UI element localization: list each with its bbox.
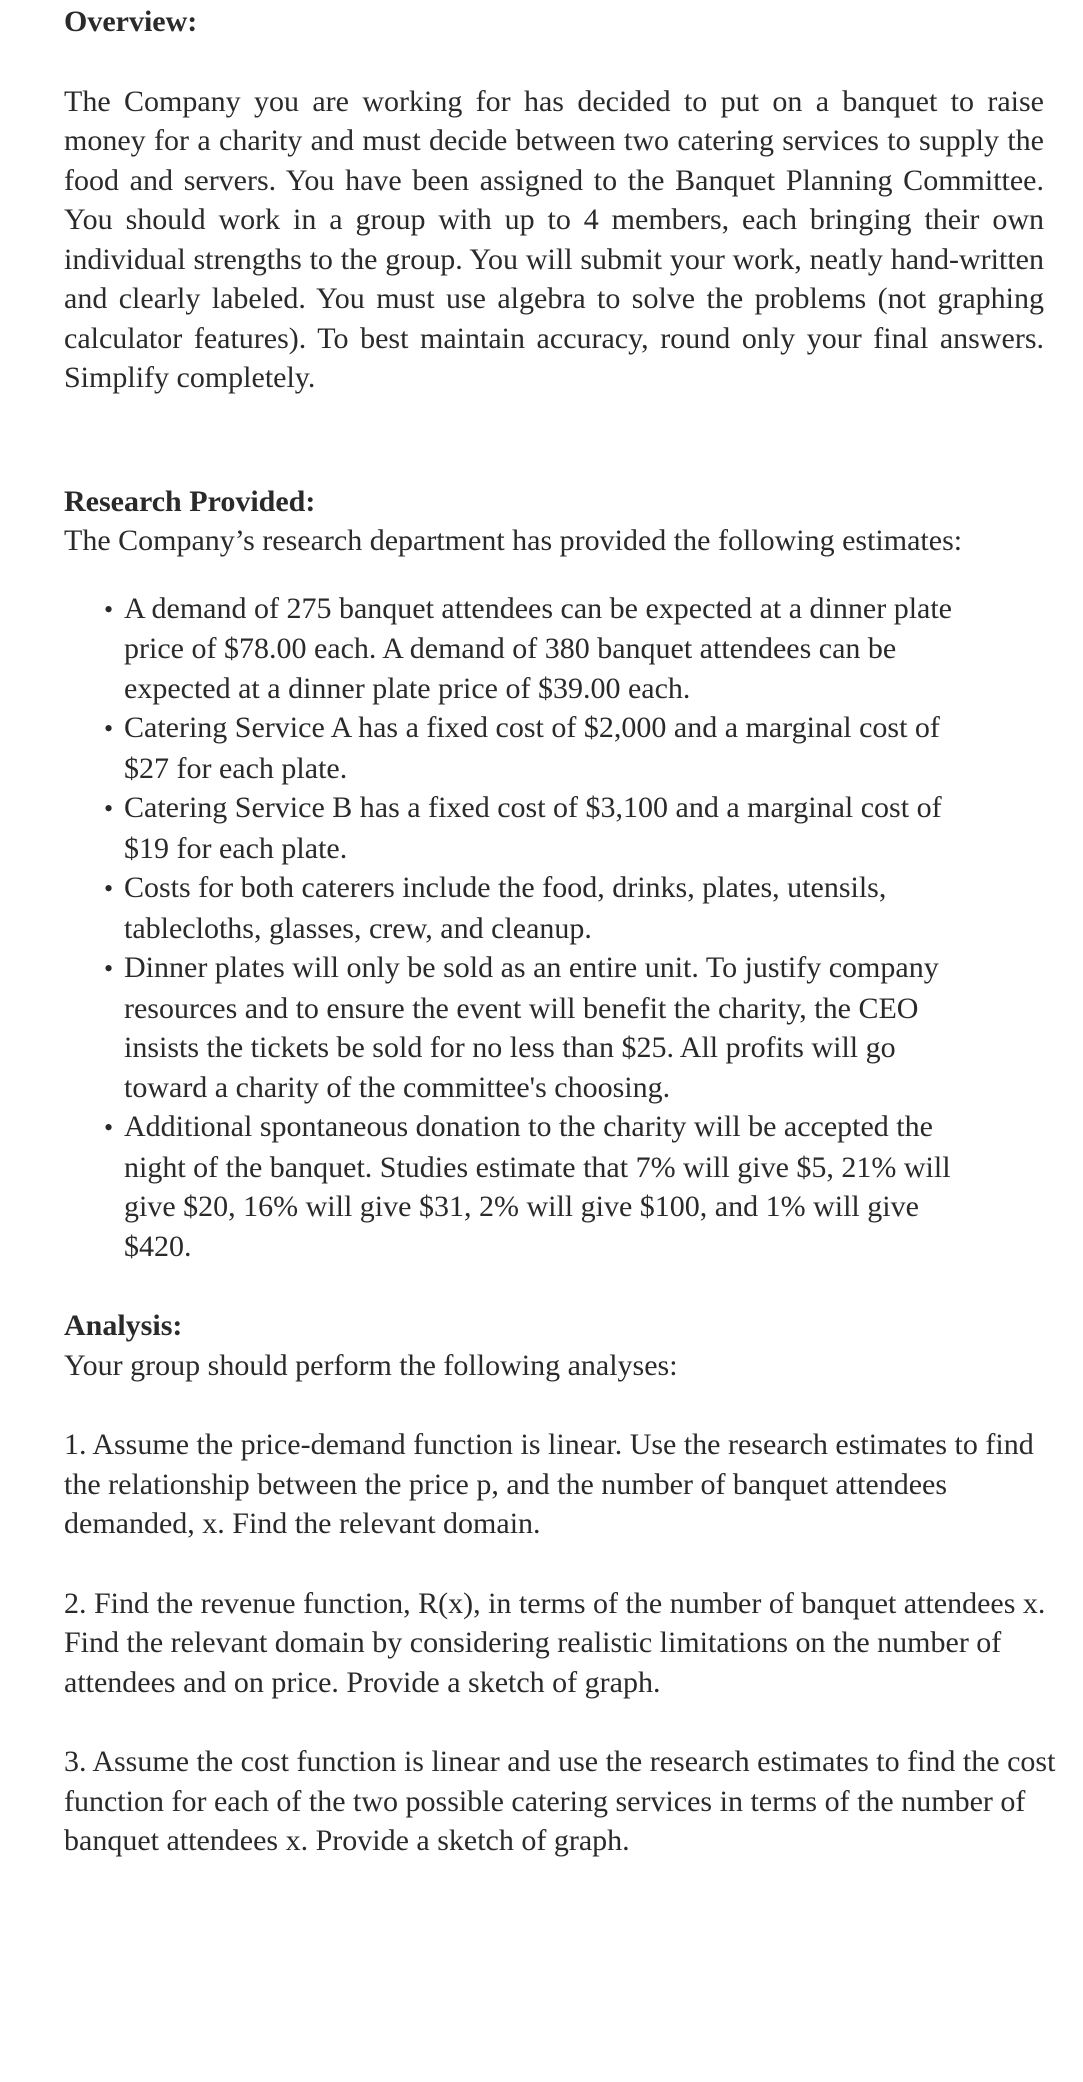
bullet-donations: • Additional spontaneous donation to the charity will be accepted the night of the banquet. Studies estimate that 7% will give $5, 21% will give $20, 16% will give $31, 2% will give $100, and 1% will give $420. [64, 1107, 954, 1266]
bullet-ticket-policy: • Dinner plates will only be sold as an entire unit. To justify company resources and to ensure the event will benefit the charity, the CEO insists the tickets be sold for no less than $25. All profits will go toward a charity of the committee's choosing. [64, 948, 954, 1107]
question-2: 2. Find the revenue function, R(x), in terms of the number of banquet attendees x. Find the relevant domain by considering realistic limitations on the number of attendees and on price. Provide a sketch of graph. [64, 1586, 1046, 1699]
bullet-catering-b: • Catering Service B has a fixed cost of $3,100 and a marginal cost of $19 for each plate. [64, 788, 954, 868]
document-page [64, 0, 1056, 1861]
bullet-cost-inclusions: • Costs for both caterers include the food, drinks, plates, utensils, tablecloths, glasses, crew, and cleanup. [64, 868, 954, 948]
overview-paragraph: The Company you are working for has decided to put on a banquet to raise money for a charity and must decide between two catering services to supply the food and servers. You have been assigned to the Banquet Planning Committee. You should work in a group with up to 4 members, each bringing their own individual strengths to the group. You will submit your work, neatly hand-written and clearly labeled. You must use algebra to solve the problems (not graphing calculator features). To best maintain accuracy, round only your final answers. Simplify completely. [64, 84, 1044, 394]
bullet-demand-estimates: • A demand of 275 banquet attendees can be expected at a dinner plate price of $78.00 each. A demand of 380 banquet attendees can be expected at a dinner plate price of $39.00 each. [64, 589, 954, 709]
question-1: 1. Assume the price-demand function is linear. Use the research estimates to find the relationship between the price p, and the number of banquet attendees demanded, x. Find the relevant domain. [64, 1428, 1034, 1540]
research-intro: The Company’s research department has provided the following estimates: [64, 524, 963, 557]
bullet-catering-a: • Catering Service A has a fixed cost of $2,000 and a marginal cost of $27 for each plate. [64, 708, 954, 788]
overview-heading: Overview: [64, 5, 198, 38]
question-3: 3. Assume the cost function is linear and use the research estimates to find the cost function for each of the two possible catering services in terms of the number of banquet attendees x. Provide a sketch of graph. [64, 1745, 1056, 1857]
research-heading: Research Provided: [64, 484, 316, 518]
analysis-intro: Your group should perform the following analyses: [64, 1348, 678, 1382]
analysis-heading: Analysis: [64, 1309, 183, 1342]
research-bullet-list [64, 589, 954, 1267]
